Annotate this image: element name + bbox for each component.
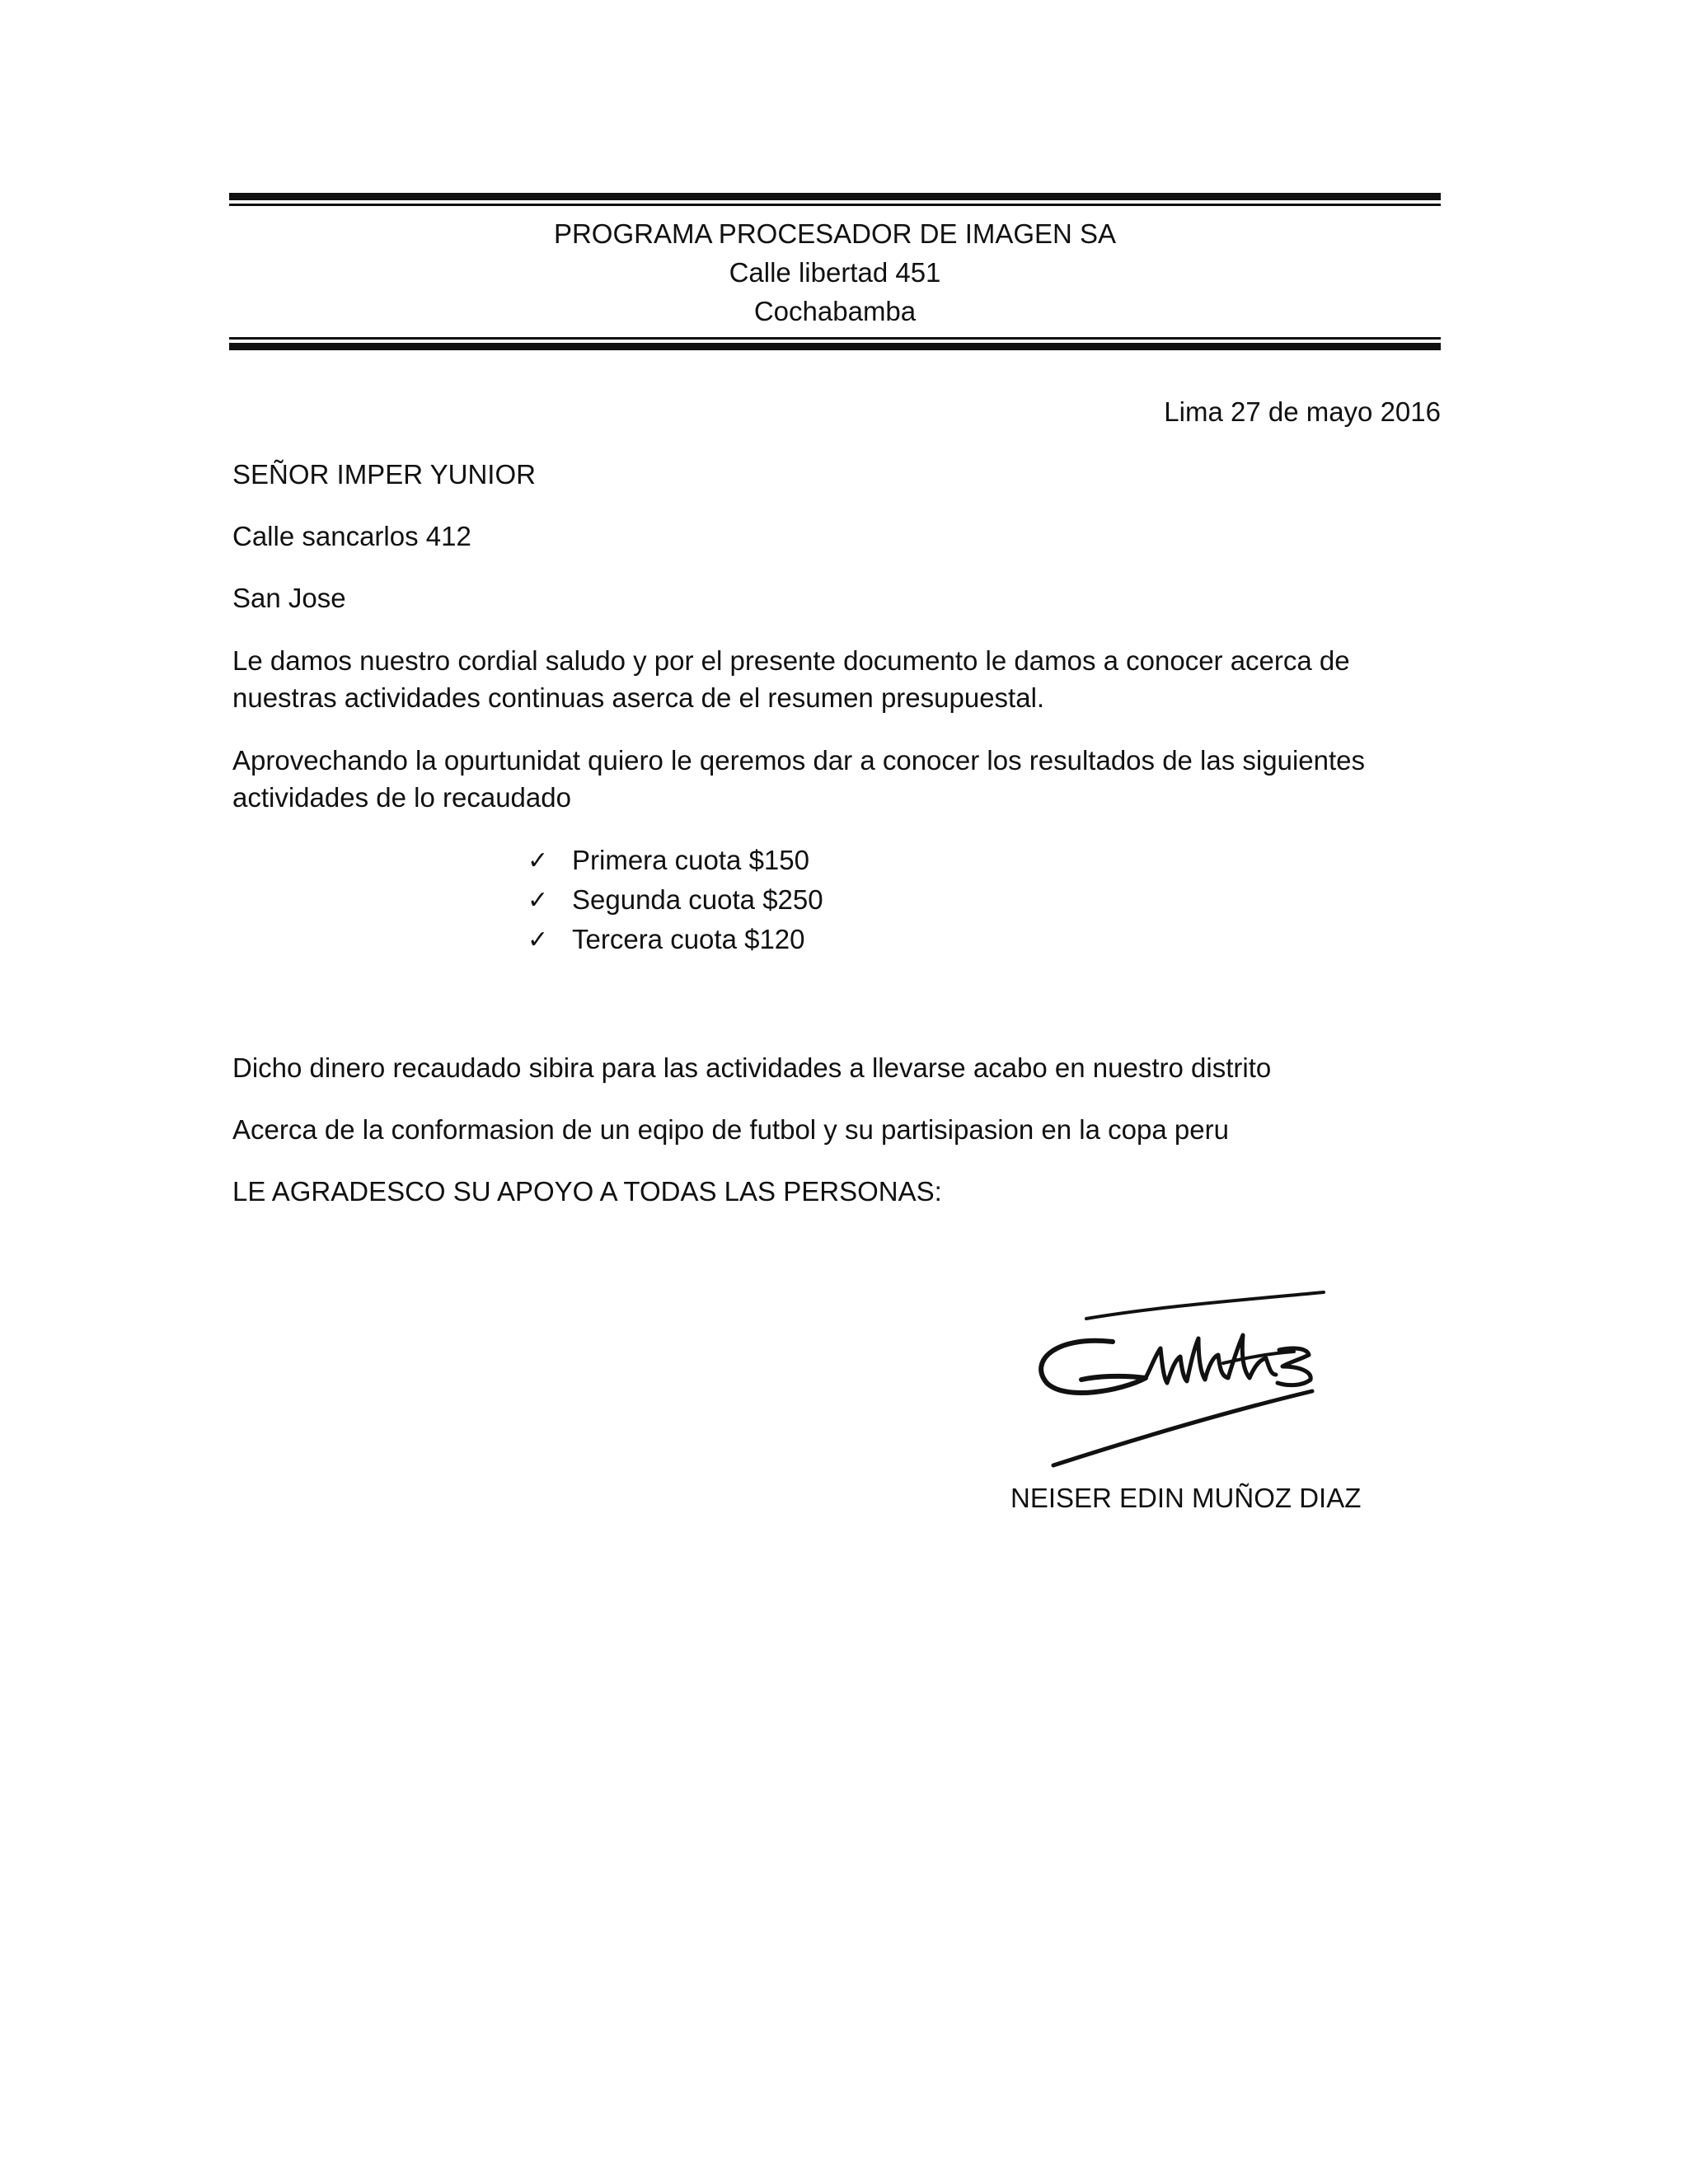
paragraph-greeting-line1: Le damos nuestro cordial saludo y por el presente documento le damos a conocer acerca de: [232, 645, 1350, 676]
check-icon: ✓: [528, 925, 549, 954]
check-icon: ✓: [528, 885, 549, 915]
letterhead: [229, 193, 1441, 350]
paragraph-thanks: LE AGRADESCO SU APOYO A TODAS LAS PERSONAS:: [232, 1176, 942, 1207]
paragraph-football: Acerca de la conformasion de un eqipo de futbol y su partisipasion en la copa peru: [232, 1114, 1229, 1145]
list-item: [528, 841, 823, 880]
top-rule-thick: [229, 193, 1441, 200]
bottom-rule-thick: [229, 343, 1441, 350]
recipient-name: SEÑOR IMPER YUNIOR: [232, 459, 536, 490]
paragraph-greeting: [232, 642, 1444, 716]
list-item-label: Primera cuota $150: [572, 845, 809, 875]
paragraph-greeting-line2: nuestras actividades continuas aserca de el resumen presupuestal.: [232, 682, 1045, 713]
signer-name: NEISER EDIN MUÑOZ DIAZ: [1010, 1483, 1362, 1513]
paragraph-results-line1: Aprovechando la opurtunidat quiero le qeremos dar a conocer los resultados de las siguientes: [232, 745, 1366, 776]
list-item: [528, 880, 823, 920]
check-icon: ✓: [528, 846, 549, 875]
company-city: Cochabamba: [753, 296, 917, 326]
signature-image: [1022, 1286, 1335, 1475]
company-name: PROGRAMA PROCESADOR DE IMAGEN SA: [553, 218, 1117, 249]
recipient-address: Calle sancarlos 412: [232, 521, 471, 551]
recipient-city: San Jose: [232, 583, 346, 613]
list-item-label: Segunda cuota $250: [572, 884, 823, 915]
letterhead-text: [229, 206, 1441, 337]
letter-date: Lima 27 de mayo 2016: [1164, 396, 1441, 427]
paragraph-results: [232, 742, 1444, 816]
company-address: Calle libertad 451: [729, 257, 941, 288]
list-item-label: Tercera cuota $120: [572, 924, 805, 954]
paragraph-results-line2: actividades de lo recaudado: [232, 782, 571, 813]
paragraph-purpose: Dicho dinero recaudado sibira para las actividades a llevarse acabo en nuestro distrito: [232, 1052, 1272, 1083]
quota-list: [528, 841, 823, 959]
list-item: [528, 920, 823, 959]
